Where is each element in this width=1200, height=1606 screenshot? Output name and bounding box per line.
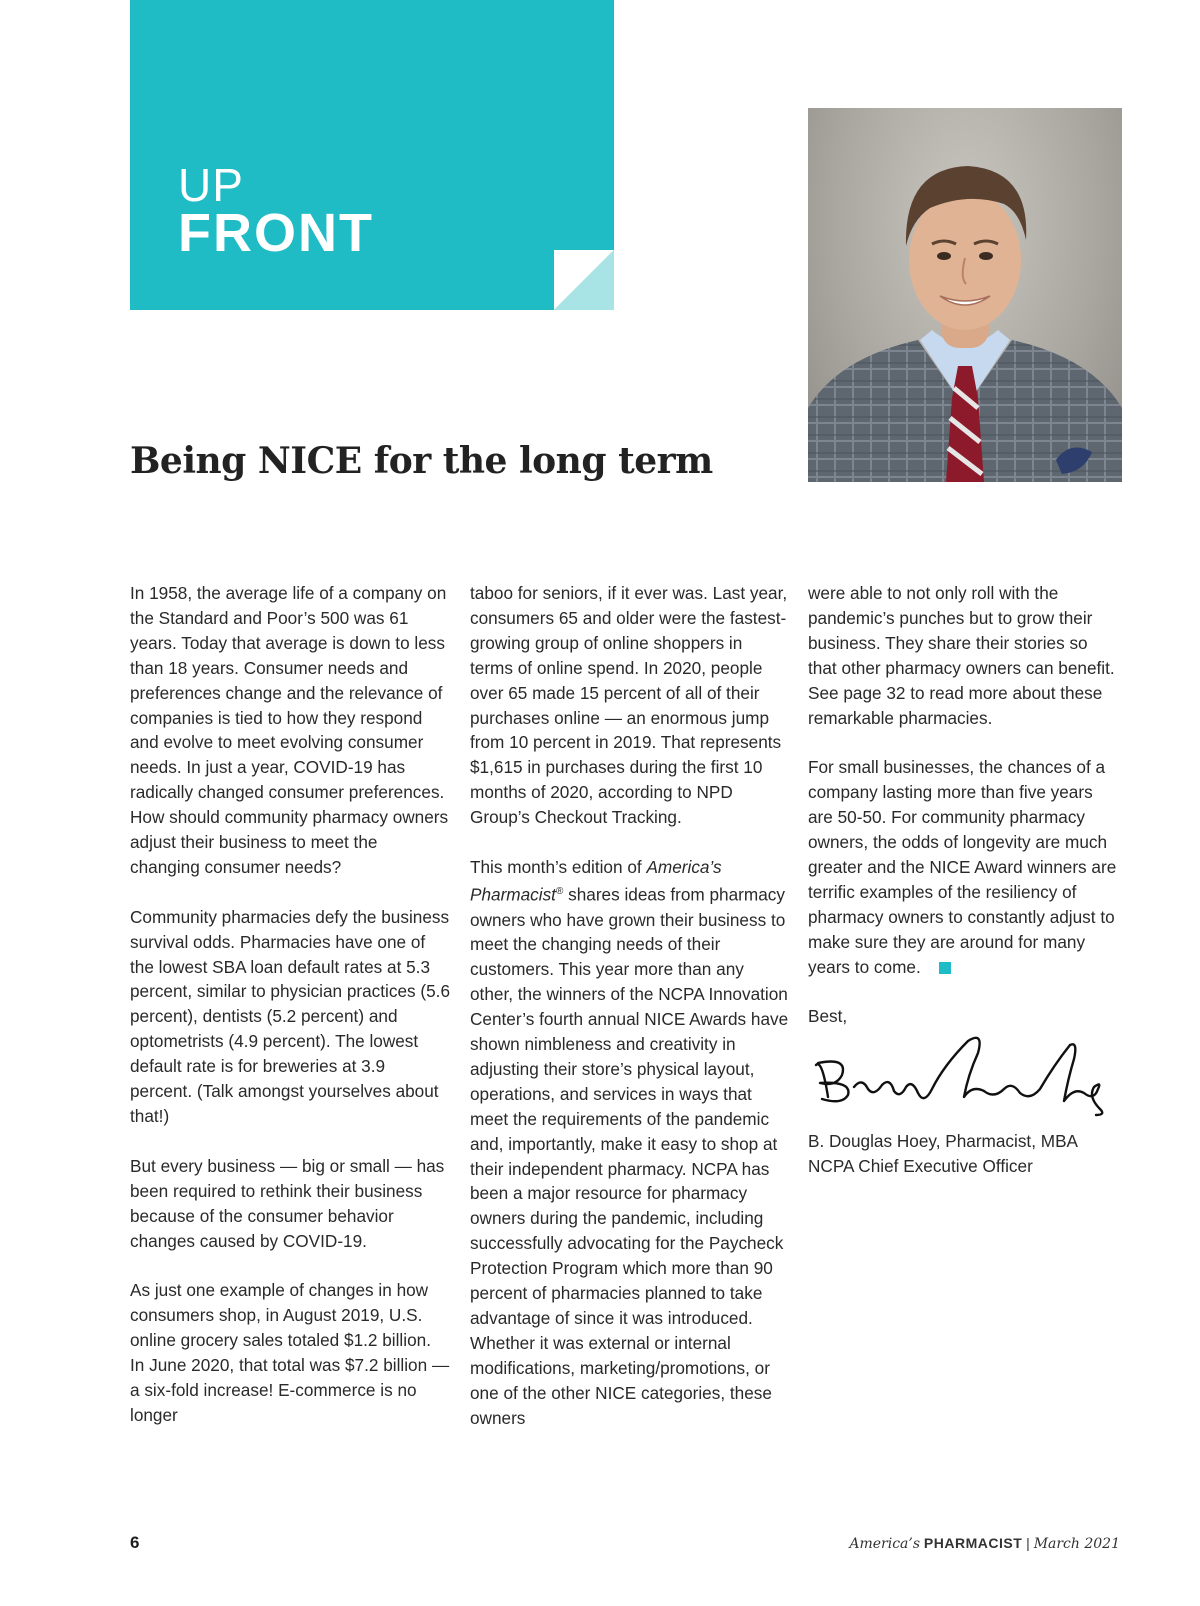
publication-footer [849, 1535, 1120, 1552]
article-column-2 [470, 581, 790, 1455]
registered-mark: ® [555, 885, 564, 897]
paragraph [808, 755, 1118, 979]
up-front-banner [130, 0, 614, 310]
banner-up-text: UP [178, 159, 244, 211]
signature-image [808, 1035, 1108, 1121]
article-column-1 [130, 581, 450, 1453]
article-headline: Being NICE for the long term [130, 440, 713, 482]
signoff-name: B. Douglas Hoey, Pharmacist, MBA [808, 1131, 1079, 1152]
issue-date: March 2021 [1033, 1536, 1120, 1552]
author-portrait [808, 108, 1122, 482]
paragraph-text: This month’s edition of [470, 856, 647, 877]
paragraph: In 1958, the average life of a company on the Standard and Poor’s 500 was 61 years. Today that average is down to less than 18 years. Consumer needs and preferences change and the relevance of companies is tied to how they respond and evolve to meet evolving consumer needs. In just a year, COVID-19 has radically changed consumer preferences. How should community pharmacy owners adjust their business to meet the changing consumer needs? [130, 583, 449, 877]
portrait-illustration [808, 108, 1122, 482]
paragraph: As just one example of changes in how consumers shop, in August 2019, U.S. online grocery sales totaled $1.2 billion. In June 2020, that total was $7.2 billion — a six-fold increase! E-commerce is no longer [130, 1280, 450, 1425]
magazine-title: America’s Pharmacist [470, 856, 722, 905]
paragraph: were able to not only roll with the pandemic’s punches but to grow their business. They share their stories so that other pharmacy owners can benefit. See page 32 to read more about these remarkable pharmacies. [808, 583, 1115, 728]
page-curl-corner [554, 250, 614, 310]
article-column-3 [808, 581, 1118, 1179]
paragraph: But every business — big or small — has been required to rethink their business because of the consumer behavior changes caused by COVID-19. [130, 1155, 445, 1251]
signoff-title: NCPA Chief Executive Officer [808, 1156, 1033, 1177]
end-of-article-square-icon [939, 962, 951, 974]
paragraph-text: For small businesses, the chances of a company lasting more than five years are 50-50. For community pharmacy owners, the odds of longevity are much greater and the NICE Award winners are terrific examples of the resiliency of pharmacy owners to constantly adjust to make sure they are around for many years to come. [808, 757, 1117, 977]
paragraph: taboo for seniors, if it ever was. Last year, consumers 65 and older were the fastest-growing group of online shoppers in terms of online spend. In 2020, people over 65 made 15 percent of all of their purchases online — an enormous jump from 10 percent in 2019. That represents $1,615 in purchases during the first 10 months of 2020, according to NPD Group’s Checkout Tracking. [470, 583, 788, 828]
footer-separator: | [1026, 1535, 1030, 1551]
publication-name-bold: PHARMACIST [923, 1535, 1023, 1551]
paragraph: Community pharmacies defy the business survival odds. Pharmacies have one of the lowest SBA loan default rates at 5.3 percent, similar to physician practices (5.6 percent), dentists (5.2 percent) and optometrists (4.9 percent). The lowest default rate is for breweries at 3.9 percent. (Talk amongst yourselves about that!) [130, 906, 451, 1127]
paragraph-text: shares ideas from pharmacy owners who have grown their business to meet the changing needs of their customers. This year more than any other, the winners of the NCPA Innovation Center’s fourth annual NICE Awards have shown nimbleness and creativity in adjusting their store’s physical layout, operations, and services in ways that meet the requirements of the pandemic and, importantly, make it easy to shop at their independent pharmacy. NCPA has been a major resource for pharmacy owners during the pandemic, including successfully advocating for the Paycheck Protection Program which more than 90 percent of pharmacies planned to take advantage of since it was introduced. Whether it was external or internal modifications, marketing/promotions, or one of the other NICE categories, these owners [470, 884, 789, 1428]
paragraph [470, 855, 790, 1431]
page-number: 6 [130, 1533, 140, 1552]
banner-front-text: FRONT [178, 203, 374, 263]
closing-line: Best, [808, 1006, 848, 1027]
publication-name-italic: America’s [849, 1536, 921, 1552]
